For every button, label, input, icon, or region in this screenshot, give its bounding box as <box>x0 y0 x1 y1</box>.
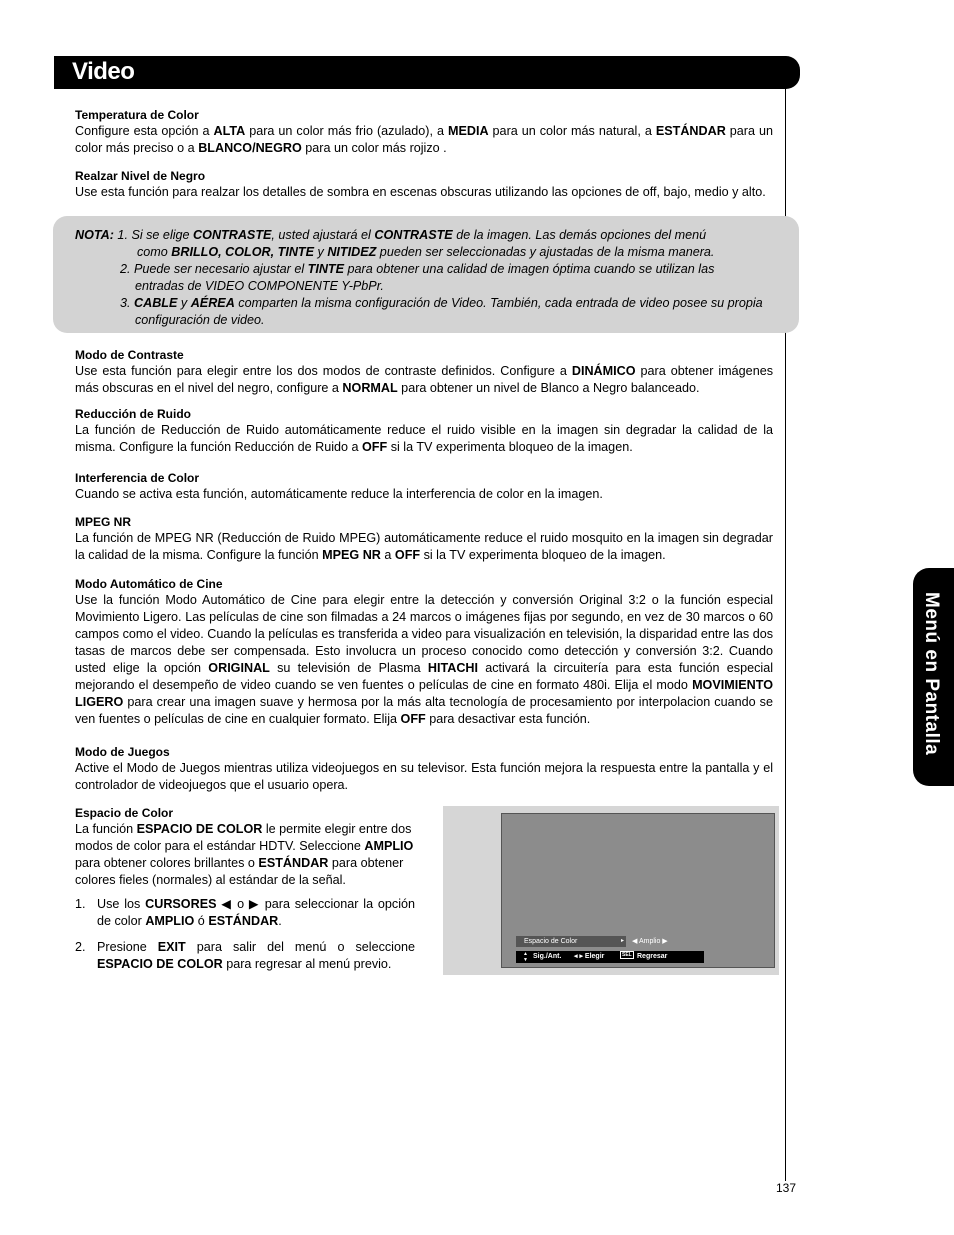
section-text: La función ESPACIO DE COLOR le permite elegir entre dos modos de color para el estándar HDTV. Seleccione AMPLIO para obtener colores brillantes o ESTÁNDAR para obtener colores fieles (normales) al estándar de la señal. <box>75 822 414 887</box>
note-line: entradas de VIDEO COMPONENTE Y-PbPr. <box>135 279 384 293</box>
section-ruido <box>75 406 773 456</box>
side-tab-label: Menú en Pantalla <box>921 592 942 756</box>
section-heading: Modo de Juegos <box>75 745 170 759</box>
section-espacio-color <box>75 805 415 973</box>
section-heading: Modo Automático de Cine <box>75 577 223 591</box>
step-1: 1. Use los CURSORES ◀ o ▶ para seleccionar la opción de color AMPLIO ó ESTÁNDAR. <box>75 897 415 928</box>
section-mpeg <box>75 514 773 564</box>
page-title-bar <box>54 56 800 89</box>
osd-menu-item <box>516 936 626 947</box>
section-heading: MPEG NR <box>75 515 132 529</box>
section-text: Use esta función para realzar los detalles de sombra en escenas obscuras utilizando las opciones de off, bajo, medio y alto. <box>75 185 766 199</box>
section-heading: Reducción de Ruido <box>75 407 192 421</box>
section-heading: Temperatura de Color <box>75 108 199 122</box>
section-interferencia <box>75 470 773 503</box>
section-text: Configure esta opción a ALTA para un color más frio (azulado), a MEDIA para un color más natural, a ESTÁNDAR para un color más preciso o a BLANCO/NEGRO para un color más rojizo . <box>75 124 773 155</box>
note-line: 2. Puede ser necesario ajustar el TINTE para obtener una calidad de imagen óptima cuando se utilizan las <box>120 262 715 276</box>
note-line: 3. CABLE y AÉREA comparten la misma configuración de Video. También, cada entrada de video posee su propia <box>120 296 763 310</box>
section-cine <box>75 576 773 728</box>
page-number: 137 <box>776 1181 797 1195</box>
section-contraste <box>75 347 773 397</box>
section-heading: Realzar Nivel de Negro <box>75 169 206 183</box>
page-title: Video <box>72 58 135 85</box>
side-tab <box>913 568 954 786</box>
section-realzar-negro <box>75 168 773 201</box>
section-text: Use esta función para elegir entre los dos modos de contraste definidos. Configure a DINÁMICO para obtener imágenes más obscuras en el nivel del negro, configure a NORMAL para obtener un nivel de Blanco a Negro balanceado. <box>75 364 773 395</box>
osd-nav-regresar: Regresar <box>637 953 668 960</box>
section-text: La función de MPEG NR (Reducción de Ruido MPEG) automáticamente reduce el ruido mosquito en la imagen sin degradar la calidad de la misma. Configure la función MPEG NR a OFF si la TV experimenta bloqueo de la imagen. <box>75 531 773 562</box>
up-down-arrows-icon: ▲ ▼ <box>523 951 528 963</box>
note-line: configuración de video. <box>135 313 265 327</box>
osd-item-label: Espacio de Color <box>524 938 578 945</box>
osd-nav-bar: ▲ ▼ Sig./Ant. ◂ ▸ Elegir SEL Regresar <box>516 951 704 963</box>
osd-nav-sig: Sig./Ant. <box>533 953 562 960</box>
section-heading: Espacio de Color <box>75 806 174 820</box>
note-box <box>53 216 799 333</box>
section-temperatura <box>75 107 773 157</box>
section-heading: Interferencia de Color <box>75 471 200 485</box>
section-text: Active el Modo de Juegos mientras utiliza videojuegos en su televisor. Esta función mejora la respuesta entre la pantalla y el controlador de videojuegos que el usuario opera. <box>75 761 773 792</box>
note-line: como BRILLO, COLOR, TINTE y NITIDEZ pueden ser seleccionadas y ajustadas de la misma manera. <box>137 245 715 259</box>
note-line: NOTA: 1. Si se elige CONTRASTE, usted ajustará el CONTRASTE de la imagen. Las demás opciones del menú <box>75 228 707 242</box>
section-juegos <box>75 744 773 794</box>
section-text: Cuando se activa esta función, automáticamente reduce la interferencia de color en la imagen. <box>75 487 603 501</box>
step-2: 2. Presione EXIT para salir del menú o seleccione ESPACIO DE COLOR para regresar al menú previo. <box>75 940 415 971</box>
osd-nav-elegir: ◂ ▸ Elegir <box>574 953 605 960</box>
osd-item-value: ◀ Amplio ▶ <box>632 938 668 945</box>
section-text: La función de Reducción de Ruido automáticamente reduce el ruido visible en la imagen sin degradar la calidad de la misma. Configure la función Reducción de Ruido a OFF si la TV experimenta bloqueo de la imagen. <box>75 423 773 454</box>
section-text: Use la función Modo Automático de Cine para elegir entre la detección y conversión Original 3:2 o la función especial Movimiento Ligero. Las películas de cine son filmadas a 24 marcos o imágenes fijas por segundo, en vez de 30 marcos o 60 campos como el video. Cuando la películas es transferida a video para visualización en televisión, la disparidad entre las dos tasas de marcos debe ser compensada. Esto involucra un proceso conocido como detección y conversión 3:2. Cuando usted elige la opción ORIGINAL su televisión de Plasma HITACHI activará la circuitería para esta función especial mejorando el desempeño de video cuando se ven fuentes o películas de cine en formato 480i. Elija el modo MOVIMIENTO LIGERO para crear una imagen suave y hermosa por la más alta tecnología de procesamiento por interpolacion cuando se ven fuentes o películas de cine en cualquier formato. Elija OFF para desactivar esta función. <box>75 593 773 726</box>
section-heading: Modo de Contraste <box>75 348 184 362</box>
chevron-right-icon: ▸ <box>620 938 624 944</box>
